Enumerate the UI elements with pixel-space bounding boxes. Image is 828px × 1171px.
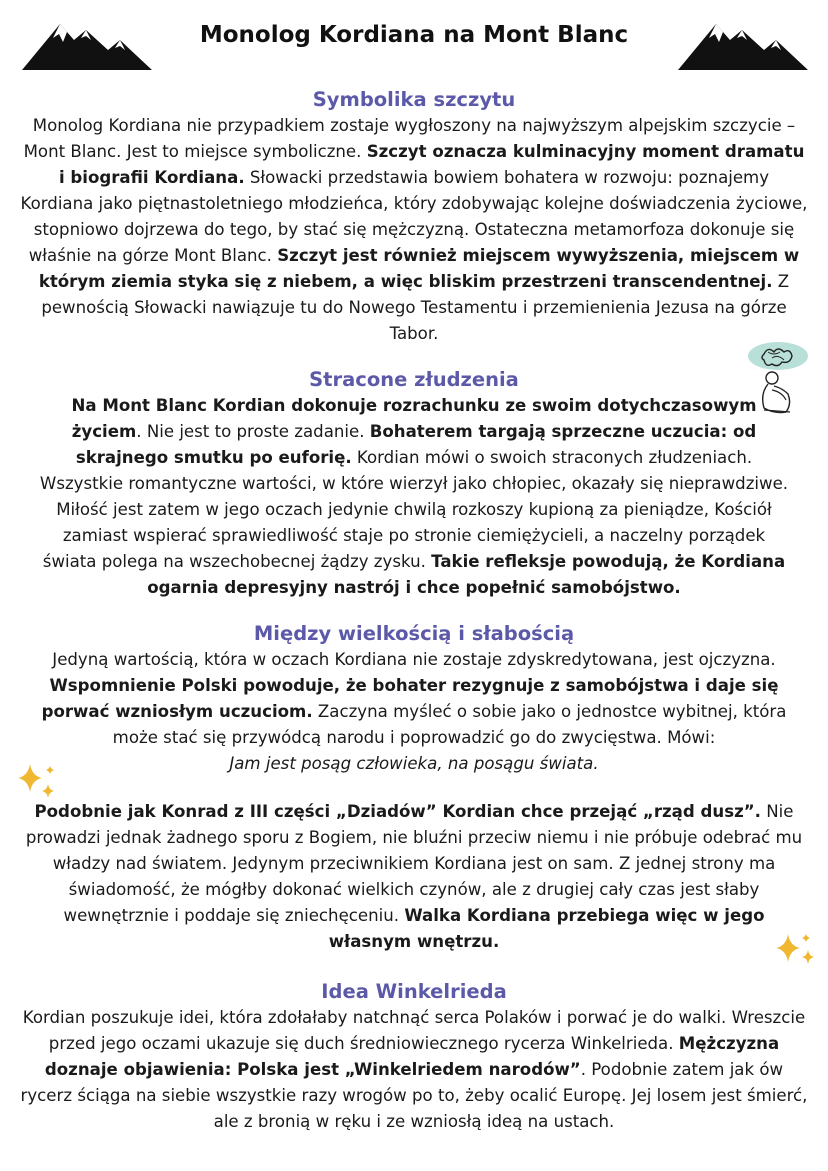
text: Nie prowadzi jednak żadnego sporu z Bogiem, nie bluźni przeciw niemu i nie próbuje odebrać mu władzy nad światem. Jedynym przeciwnikiem Kordiana jest on sam. Z jednej strony ma świadomość, że mógłby dokonać wielkich czynów, ale z drugiej cały czas jest słaby wewnętrznie i poddaje się zniechęceniu.: [25, 802, 803, 925]
mountains-icon: [678, 16, 808, 72]
text: Zaczyna myśleć o sobie jako o jednostce wybitnej, która może stać się przywódcą narodu i poprowadzić go do zwycięstwa. Mówi:: [112, 702, 787, 747]
bold-text: Podobnie jak Konrad z III części „Dziadów” Kordian chce przejąć „rząd dusz”.: [34, 802, 761, 821]
bold-text: Szczyt oznacza kulminacyjny moment dramatu i biografii Kordiana.: [58, 142, 805, 187]
quote: Jam jest posąg człowieka, na posągu świata.: [229, 754, 599, 773]
section-title: Symbolika szczytu: [312, 88, 516, 111]
bold-text: Szczyt jest również miejscem wywyższenia, miejscem w którym ziemia styka się z niebem, a więc bliskim przestrzeni transcendentnej.: [38, 246, 800, 291]
section-wielkosc: [20, 620, 808, 955]
section-text: [20, 1005, 808, 1135]
bold-text: Mężczyzna doznaje objawienia: Polska jest „Winkelriedem narodów”: [44, 1034, 780, 1079]
text: . Nie jest to proste zadanie.: [136, 422, 370, 441]
text: Kordian mówi o swoich straconych złudzeniach. Wszystkie romantyczne wartości, w które wierzył jako chłopiec, okazały się nieprawdziwe. Miłość jest zatem w jego oczach jedynie chwilą rozkoszy kupioną za pieniądze, Kościół zamiast wspierać sprawiedliwość staje po stronie ciemiężycieli, a naczelny porządek świata polega na wszechobecnej żądzy zysku.: [39, 448, 789, 571]
bold-text: Walka Kordiana przebiega więc w jego własnym wnętrzu.: [328, 906, 765, 951]
section-text: [20, 647, 808, 751]
bold-text: Wspomnienie Polski powoduje, że bohater rezygnuje z samobójstwa i daje się porwać wzniosłym uczuciom.: [41, 676, 779, 721]
section-title: Stracone złudzenia: [309, 368, 519, 391]
section-winkelried: [20, 978, 808, 1135]
sparkles-icon: [768, 930, 818, 972]
text: Jedyną wartością, która w oczach Kordiana nie zostaje zdyskredytowana, jest ojczyzna.: [52, 650, 776, 669]
section-title: Idea Winkelrieda: [321, 980, 507, 1003]
bold-text: Takie refleksje powodują, że Kordiana ogarnia depresyjny nastrój i chce popełnić samobójstwo.: [147, 552, 786, 597]
sparkles-icon: [14, 760, 62, 804]
page-title: Monolog Kordiana na Mont Blanc: [199, 22, 629, 48]
section-text: [20, 393, 808, 601]
section-title: Między wielkością i słabością: [253, 622, 575, 645]
text: Kordian poszukuje idei, która zdołałaby natchnąć serca Polaków i porwać je do walki. Wreszcie przed jego oczami ukazuje się duch średniowiecznego rycerza Winkelrieda.: [22, 1008, 806, 1053]
section-text: [20, 113, 808, 347]
text: Słowacki przedstawia bowiem bohatera w rozwoju: poznajemy Kordiana jako piętnastoletniego młodzieńca, który zdobywając kolejne doświadczenia życiowe, stopniowo dojrzewa do tego, by stać się mężczyzną. Ostateczna metamorfoza dokonuje się właśnie na górze Mont Blanc.: [20, 168, 808, 265]
bold-text: Bohaterem targają sprzeczne uczucia: od skrajnego smutku po euforię.: [75, 422, 757, 467]
text: Z pewnością Słowacki nawiązuje tu do Nowego Testamentu i przemienienia Jezusa na górze Tabor.: [41, 272, 790, 343]
section-stracone: [20, 366, 808, 601]
section-symbolika: [20, 86, 808, 347]
text: . Podobnie zatem jak ów rycerz ściąga na siebie wszystkie razy wrogów po to, żeby ocalić Europę. Jej losem jest śmierć, ale z bronią w ręku i ze wzniosłą ideą na ustach.: [20, 1060, 808, 1131]
bold-text: Na Mont Blanc Kordian dokonuje rozrachunku ze swoim dotychczasowym życiem: [71, 396, 757, 441]
text: Monolog Kordiana nie przypadkiem zostaje wygłoszony na najwyższym alpejskim szczycie – Mont Blanc. Jest to miejsce symboliczne.: [23, 116, 796, 161]
section-text-2: [20, 799, 808, 955]
